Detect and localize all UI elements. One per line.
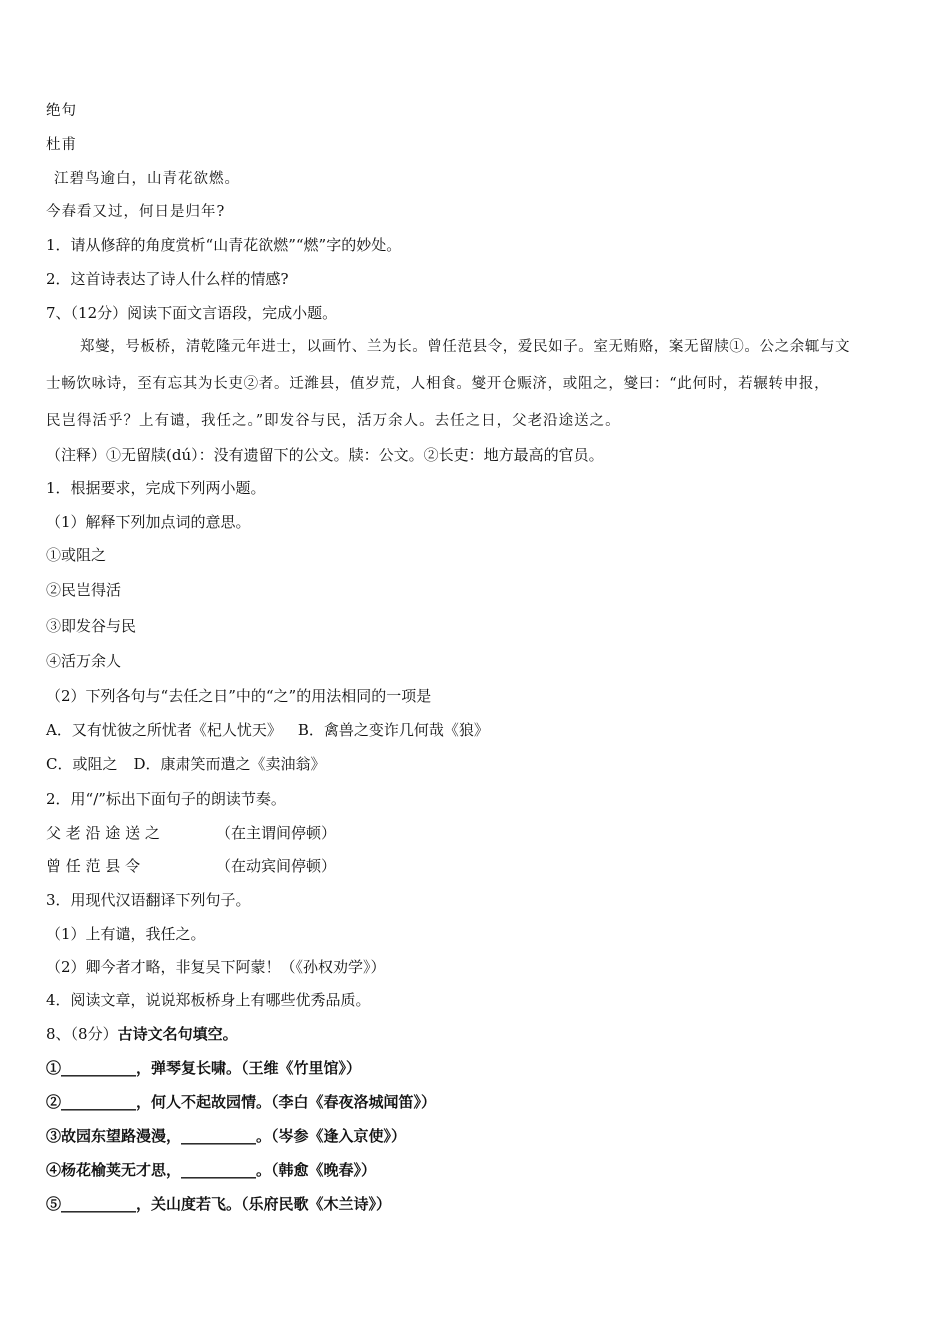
poem-line-2: 今春看又过，何日是归年? <box>46 204 226 220</box>
q7-note: （注释）①无留牍(dú）：没有遗留下的公文。牍：公文。②长吏：地方最高的官员。 <box>46 446 604 464</box>
q8-header-title: 古诗文名句填空。 <box>117 1025 238 1043</box>
poem-line-1: 江碧鸟逾白，山青花欲燃。 <box>54 171 240 187</box>
q7-passage-line-3: 民岂得活乎？上有谴，我任之。”即发谷与民，活万余人。去任之日，父老沿途送之。 <box>46 413 621 429</box>
q7-header: 7、（12分）阅读下面文言语段，完成小题。 <box>46 304 338 322</box>
q7-sub-3-2: （2）卿今者才略，非复吴下阿蒙！（《孙权劝学》） <box>46 958 386 976</box>
q7-item-4: ④活万余人 <box>46 652 122 670</box>
q7-sub-3-1: （1）上有谴，我任之。 <box>46 925 206 943</box>
rhythm-note-1: （在主谓间停顿） <box>216 824 337 842</box>
q7-sub-4: 4．阅读文章，说说郑板桥身上有哪些优秀品质。 <box>46 991 371 1009</box>
q7-options-ab <box>46 720 489 740</box>
q7-rhythm-2 <box>46 856 336 876</box>
poem-author: 杜甫 <box>46 137 77 153</box>
poem-title: 绝句 <box>46 103 77 119</box>
q8-fill-3: ③故园东望路漫漫，__________。（岑参《逢入京使》） <box>46 1127 407 1145</box>
q7-sub-3: 3．用现代汉语翻译下列句子。 <box>46 891 251 909</box>
rhythm-sentence-1: 父 老 沿 途 送 之 <box>46 824 160 842</box>
rhythm-note-2: （在动宾间停顿） <box>216 857 337 875</box>
q7-item-2: ②民岂得活 <box>46 581 122 599</box>
poem-question-2: 2．这首诗表达了诗人什么样的情感? <box>46 270 289 288</box>
q7-sub-1-2: （2）下列各句与“去任之日”中的“之”的用法相同的一项是 <box>46 687 432 705</box>
q7-item-3: ③即发谷与民 <box>46 617 137 635</box>
q7-sub-1: 1．根据要求，完成下列两小题。 <box>46 479 266 497</box>
q8-fill-4: ④杨花榆荚无才思，__________。（韩愈《晚春》） <box>46 1161 377 1179</box>
option-a: A．又有忧彼之所忧者《杞人忧天》 <box>46 721 282 739</box>
q7-rhythm-1 <box>46 823 336 843</box>
q7-options-cd <box>46 754 326 774</box>
q7-passage-line-2: 士畅饮咏诗，至有忘其为长吏②者。迁潍县，值岁荒，人相食。燮开仓赈济，或阻之，燮曰：“此何时，若辗转申报， <box>46 376 830 392</box>
q8-fill-1: ①__________，弹琴复长啸。（王维《竹里馆》） <box>46 1059 362 1077</box>
q8-fill-2: ②__________，何人不起故园情。（李白《春夜洛城闻笛》） <box>46 1093 437 1111</box>
q7-sub-1-1: （1）解释下列加点词的意思。 <box>46 513 251 531</box>
q8-header <box>46 1024 238 1044</box>
option-c: C．或阻之 <box>46 755 118 773</box>
poem-question-1: 1．请从修辞的角度赏析“山青花欲燃”“燃”字的妙处。 <box>46 236 402 254</box>
q7-sub-2: 2．用“/”标出下面句子的朗读节奏。 <box>46 790 286 808</box>
q7-item-1: ①或阻之 <box>46 546 107 564</box>
option-b: B．禽兽之变诈几何哉《狼》 <box>297 721 489 739</box>
q7-passage-line-1: 郑燮，号板桥，清乾隆元年进士，以画竹、兰为长。曾任范县令，爱民如子。室无贿赂，案无留牍①。公之余辄与文 <box>80 339 851 355</box>
q8-header-prefix: 8、（8分） <box>46 1025 118 1043</box>
option-d: D．康肃笑而遣之《卖油翁》 <box>133 755 326 773</box>
q8-fill-5: ⑤__________，关山度若飞。（乐府民歌《木兰诗》） <box>46 1195 392 1213</box>
rhythm-sentence-2: 曾 任 范 县 令 <box>46 857 141 875</box>
